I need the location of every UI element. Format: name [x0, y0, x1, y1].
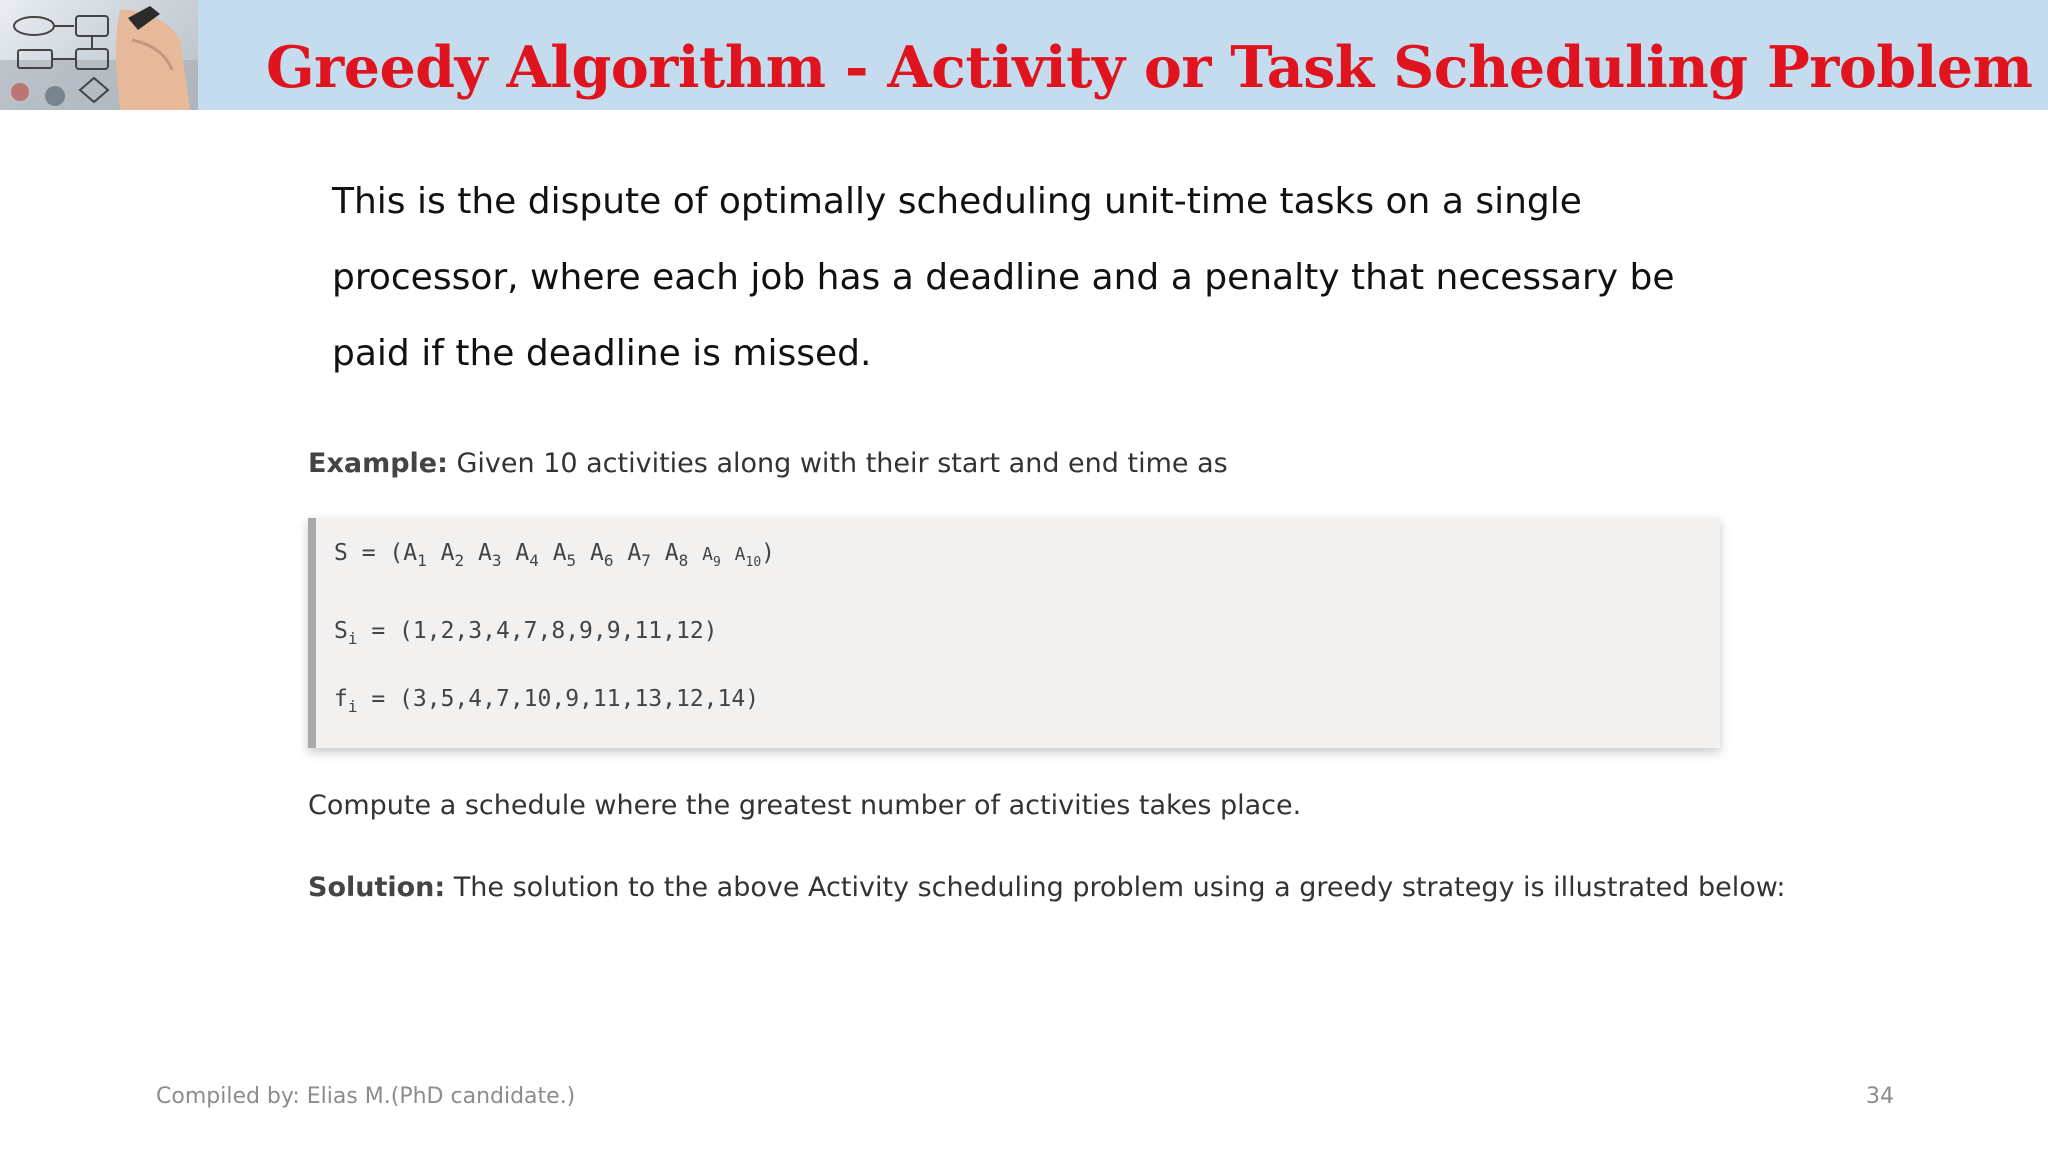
intro-paragraph: This is the dispute of optimally scheduling unit-time tasks on a single processor, where each job has a deadline and a penalty that necessary be paid if the deadline is missed.: [332, 181, 1675, 374]
activity-a5: $A_5$: [552, 540, 577, 570]
set-prefix: S = (: [334, 540, 404, 566]
activity-a10: $A_{10}$: [734, 544, 762, 570]
page-number: 34: [1866, 1084, 1894, 1109]
flowchart-hand-icon: [0, 0, 198, 110]
solution-label: Solution:: [308, 872, 446, 903]
activity-set-row: [334, 540, 775, 570]
solution-line: [308, 864, 1786, 912]
example-text: Given 10 activities along with their start and end time as: [447, 448, 1228, 479]
solution-text: The solution to the above Activity scheduling problem using a greedy strategy is illustrated below:: [445, 872, 1786, 903]
activity-a4: $A_4$: [515, 540, 539, 570]
example-line: [308, 440, 1228, 488]
activity-a6: $A_6$: [590, 540, 614, 570]
activity-a2: $A_2$: [440, 540, 465, 570]
activity-a3: $A_3$: [477, 540, 502, 570]
activity-a8: $A_8$: [664, 540, 689, 570]
activity-a9: $A_9$: [702, 544, 721, 570]
compute-instruction: Compute a schedule where the greatest number of activities takes place.: [308, 790, 1302, 821]
footer-credit: Compiled by: Elias M.(PhD candidate.): [156, 1084, 576, 1109]
activity-a7: $A_7$: [627, 540, 651, 570]
slide-title: Greedy Algorithm - Activity or Task Scheduling Problem: [266, 34, 2033, 101]
activity-a1: $A_1$: [403, 540, 427, 570]
set-suffix: ): [761, 540, 776, 566]
start-times-row: $S_i = (1,2,3,4,7,8,9,9,11,12)$: [334, 618, 718, 648]
title-banner: [0, 0, 2048, 110]
example-label: Example:: [308, 448, 448, 479]
code-block: [308, 518, 1720, 748]
finish-times-row: $f_i = (3,5,4,7,10,9,11,13,12,14)$: [334, 686, 760, 716]
